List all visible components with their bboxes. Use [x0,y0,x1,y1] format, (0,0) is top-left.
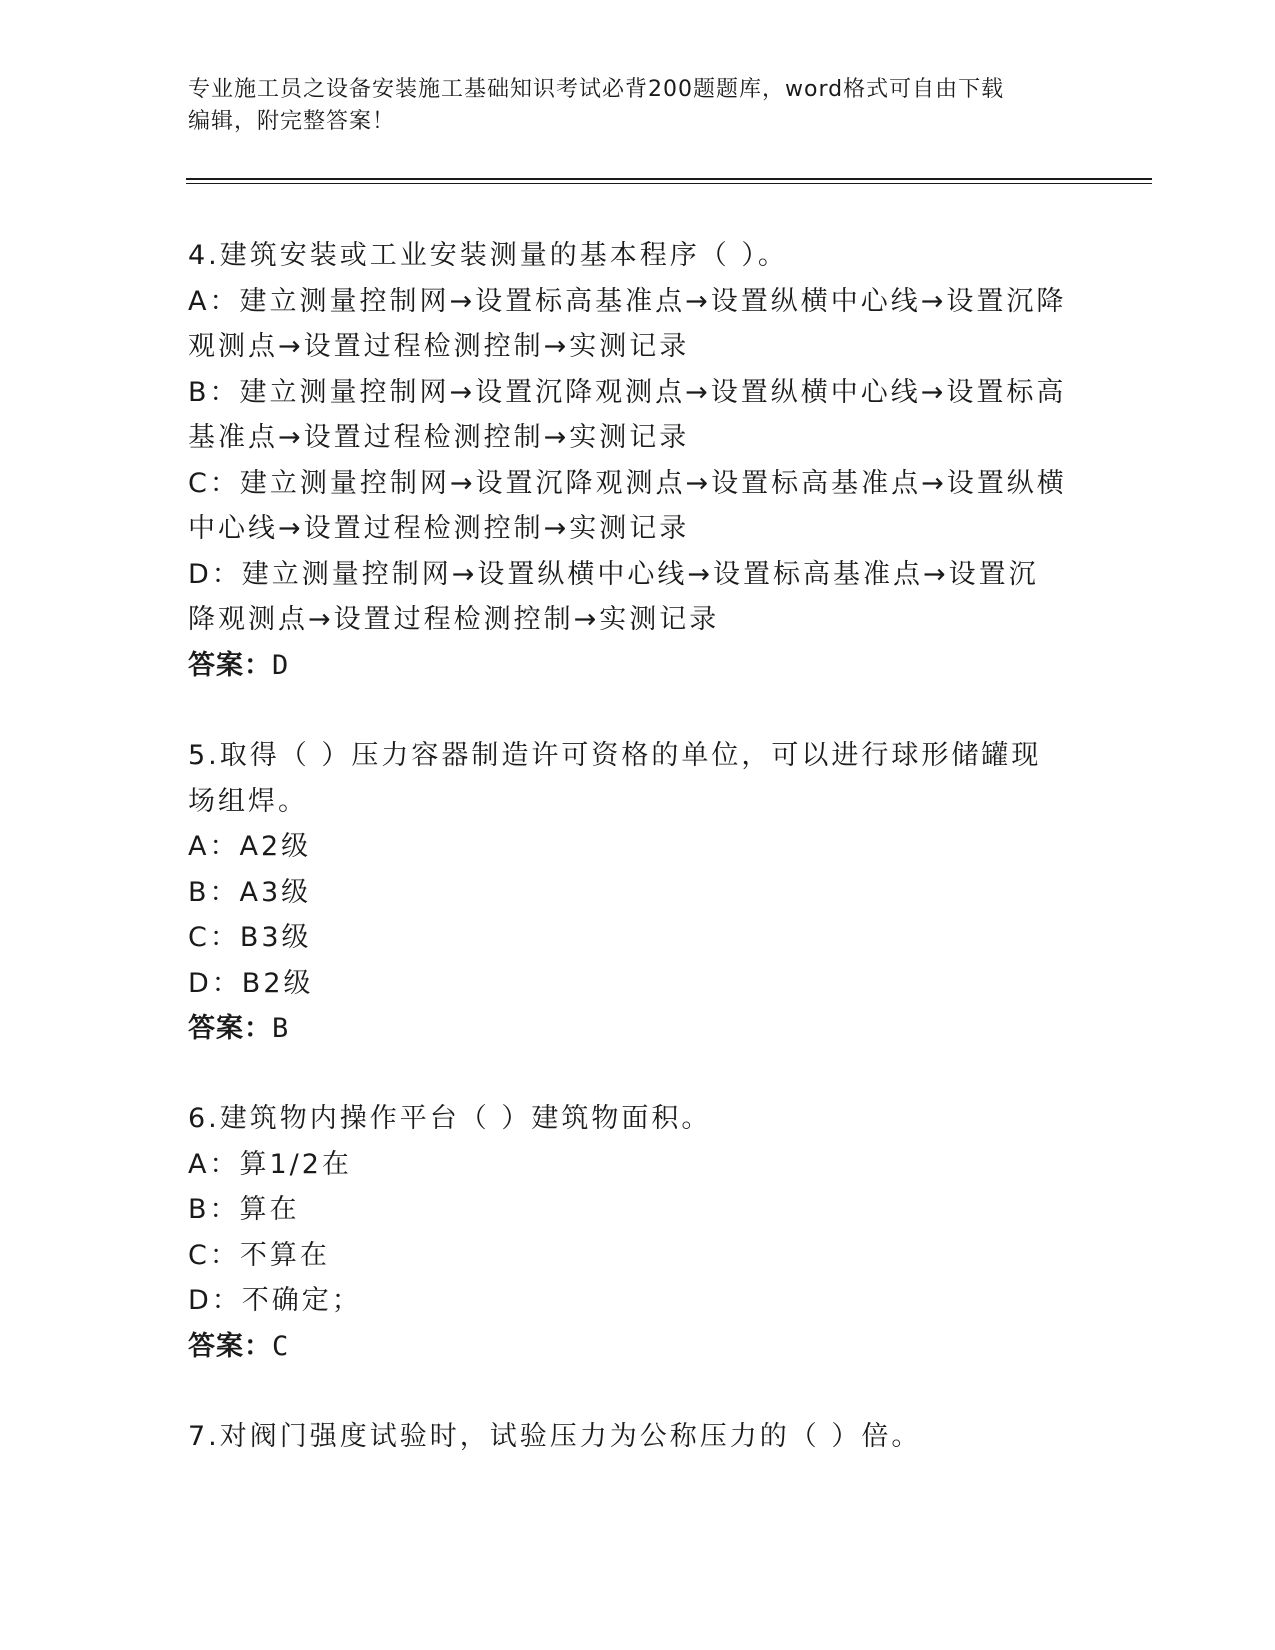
question-6 [188,1096,1068,1369]
header-divider-thin [186,183,1152,184]
option-b: B：建立测量控制网→设置沉降观测点→设置纵横中心线→设置标高基准点→设置过程检测控制→实测记录 [188,376,1067,453]
option-b: B：算在 [188,1194,300,1225]
answer-line [188,643,1068,689]
option-c: C：B3级 [188,922,312,953]
option-a: A：算1/2在 [188,1148,352,1180]
answer-line [188,1006,1068,1052]
option-c: C：不算在 [188,1239,330,1271]
option-d: D：建立测量控制网→设置纵横中心线→设置标高基准点→设置沉降观测点→设置过程检测控制→实测记录 [188,558,1039,635]
option-b: B：A3级 [188,876,312,908]
answer-value: C [272,1330,290,1362]
option-d: D：不确定； [188,1285,362,1316]
question-stem: 4.建筑安装或工业安装测量的基本程序（ ）。 [188,240,788,271]
answer-label: 答案： [188,649,272,681]
option-a: A：建立测量控制网→设置标高基准点→设置纵横中心线→设置沉降观测点→设置过程检测控制→实测记录 [188,285,1067,362]
question-5 [188,733,1068,1052]
option-a: A：A2级 [188,831,312,862]
answer-line [188,1324,1068,1370]
answer-value: D [272,649,290,681]
header-title-line-2: 编辑，附完整答案！ [188,109,396,134]
answer-label: 答案： [188,1330,272,1362]
question-stem: 5.取得（ ）压力容器制造许可资格的单位，可以进行球形储罐现场组焊。 [188,740,1042,817]
question-stem: 7.对阀门强度试验时，试验压力为公称压力的（ ）倍。 [188,1421,922,1452]
question-stem: 6.建筑物内操作平台（ ）建筑物面积。 [188,1103,712,1134]
answer-value: B [272,1013,290,1044]
answer-label: 答案： [188,1013,272,1044]
option-c: C：建立测量控制网→设置沉降观测点→设置标高基准点→设置纵横中心线→设置过程检测控制→实测记录 [188,467,1067,544]
question-7 [188,1414,1068,1460]
option-d: D：B2级 [188,967,314,999]
question-4 [188,233,1068,688]
header-divider-thick [186,178,1152,180]
header-title-line-1: 专业施工员之设备安装施工基础知识考试必背200题题库，word格式可自由下载 [188,77,1005,102]
document-header [188,74,1068,138]
